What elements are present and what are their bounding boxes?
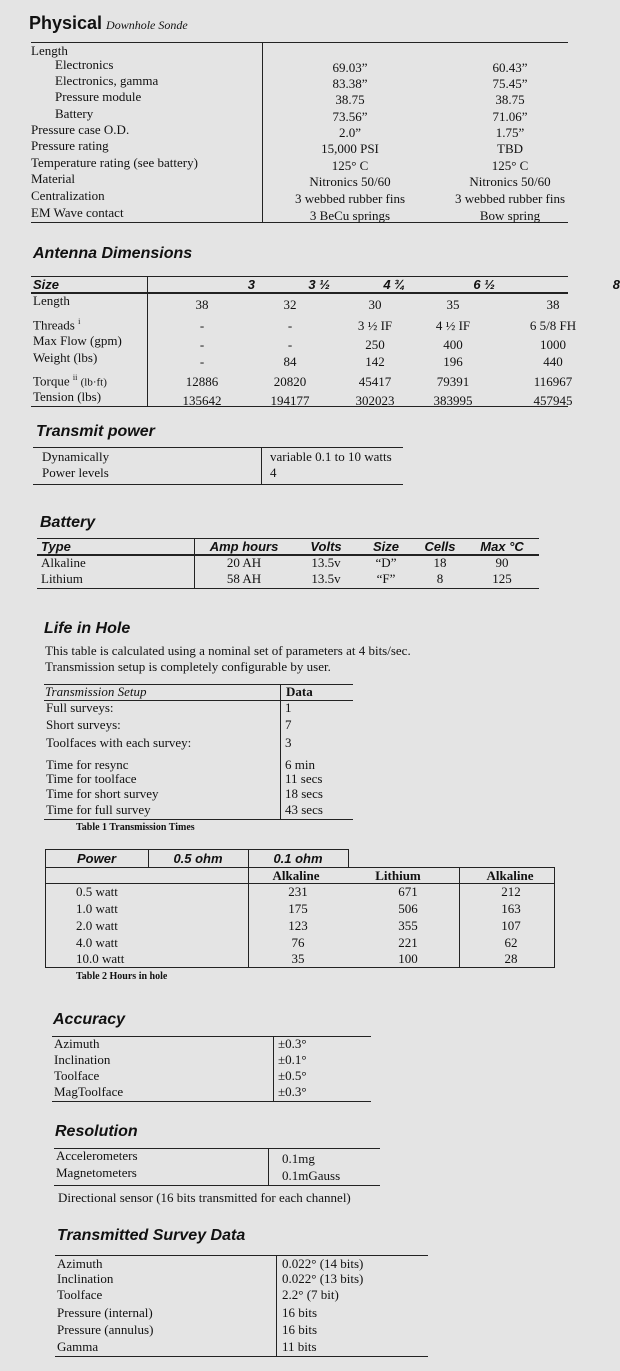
setup-row-label: Full surveys:	[46, 700, 114, 715]
hours-cell: 221	[398, 935, 418, 950]
table1-caption: Table 1 Transmission Times	[76, 822, 195, 833]
transmit-row-value: 4	[270, 465, 277, 480]
antenna-cell: 38	[195, 297, 209, 312]
accuracy-title: Accuracy	[53, 1011, 126, 1028]
transmit-title: Transmit power	[36, 423, 155, 440]
physical-row-value-a: 69.03”	[332, 60, 368, 75]
power-row-label: 0.5 watt	[76, 884, 118, 899]
hours-cell: 506	[398, 901, 418, 916]
battery-cell: 58 AH	[226, 571, 262, 586]
physical-row-label: EM Wave contact	[31, 205, 124, 220]
antenna-row-label-text: Torque	[33, 373, 70, 389]
power-row-label: 4.0 watt	[76, 935, 118, 950]
survey-row-value: 11 bits	[282, 1339, 317, 1354]
transmit-row-value: variable 0.1 to 10 watts	[270, 449, 392, 464]
antenna-cell: 45417	[358, 374, 392, 389]
life-intro-2: Transmission setup is completely configurable by user.	[45, 659, 331, 674]
physical-row-value-b: TBD	[497, 141, 523, 156]
antenna-cell: 3 ½ IF	[357, 318, 393, 333]
battery-row-type: Alkaline	[41, 555, 86, 570]
physical-subtitle: Downhole Sonde	[106, 18, 188, 32]
transmit-top-rule	[33, 447, 403, 448]
physical-row-label: Electronics	[55, 57, 114, 72]
accuracy-row-value: ±0.3°	[278, 1036, 307, 1051]
resolution-row-label: Accelerometers	[56, 1148, 138, 1163]
hours-cell: 163	[501, 901, 521, 916]
col-header-lithium: Lithium	[375, 868, 421, 883]
antenna-header-size: Size	[33, 277, 60, 292]
setup-row-value: 11 secs	[285, 771, 323, 786]
antenna-cell: 38	[546, 297, 560, 312]
battery-header-type: Type	[41, 539, 71, 554]
ohm01-header: 0.1 ohm	[273, 851, 323, 866]
physical-row-value-a: 125° C	[331, 158, 369, 173]
antenna-cell: 20820	[273, 374, 307, 389]
battery-cell: “F”	[376, 571, 396, 586]
hours-cell: 76	[291, 935, 305, 950]
antenna-cell: -	[199, 337, 205, 352]
physical-row-value-a: 3 BeCu springs	[309, 208, 391, 223]
antenna-row-unit: (lb·ft)	[80, 376, 107, 389]
physical-row-value-a: 83.38”	[332, 76, 368, 91]
physical-divider	[262, 42, 263, 222]
battery-divider	[194, 538, 195, 588]
survey-row-value: 0.022° (14 bits)	[282, 1256, 364, 1271]
power-row-label: 10.0 watt	[76, 951, 125, 966]
antenna-cell: 142	[365, 354, 385, 369]
hours-cell: 355	[398, 918, 418, 933]
survey-title: Transmitted Survey Data	[57, 1227, 246, 1244]
survey-row-value: 2.2° (7 bit)	[282, 1287, 339, 1302]
battery-header-col: Size	[372, 539, 399, 554]
resolution-row-value: 0.1mg	[282, 1151, 315, 1166]
setup-row-value: 18 secs	[285, 786, 323, 801]
antenna-header-rule	[31, 292, 568, 294]
hours-cell: 212	[501, 884, 521, 899]
survey-row-label: Pressure (annulus)	[57, 1322, 154, 1337]
setup-row-value: 43 secs	[285, 802, 323, 817]
antenna-cell: 116967	[533, 374, 573, 389]
antenna-cell: 302023	[355, 393, 395, 408]
antenna-row-footnote-mark: ii	[72, 373, 78, 382]
battery-header-col: Max °C	[480, 539, 524, 554]
accuracy-row-label: MagToolface	[54, 1084, 124, 1099]
antenna-cell: 135642	[182, 393, 222, 408]
hours-cell: 231	[288, 884, 308, 899]
battery-header-col: Amp hours	[209, 539, 279, 554]
physical-row-value-b: 3 webbed rubber fins	[454, 191, 566, 206]
physical-row-value-a: 15,000 PSI	[321, 141, 379, 156]
power-row-label: 2.0 watt	[76, 918, 118, 933]
battery-cell: 18	[433, 555, 447, 570]
accuracy-row-label: Azimuth	[54, 1036, 100, 1051]
battery-cell: 125	[492, 571, 512, 586]
survey-row-label: Toolface	[57, 1287, 103, 1302]
setup-row-label: Short surveys:	[46, 717, 121, 732]
battery-row-type: Lithium	[41, 571, 83, 586]
physical-row-value-b: 60.43”	[492, 60, 528, 75]
physical-row-value-b: 125° C	[491, 158, 529, 173]
physical-row-label: Electronics, gamma	[55, 73, 159, 88]
antenna-row-label	[33, 370, 107, 390]
survey-top-rule	[55, 1255, 428, 1256]
setup-row-value: 6 min	[285, 757, 315, 772]
battery-header-col: Volts	[310, 539, 342, 554]
survey-row-value: 0.022° (13 bits)	[282, 1271, 364, 1286]
physical-row-label: Centralization	[31, 188, 105, 203]
transmit-bottom-rule	[33, 484, 403, 485]
antenna-title: Antenna Dimensions	[33, 245, 193, 262]
antenna-row-label-text: Weight (lbs)	[33, 350, 98, 365]
battery-cell: “D”	[375, 555, 397, 570]
hours-cell: 28	[504, 951, 518, 966]
antenna-cell: 32	[283, 297, 297, 312]
physical-row-value-b: 75.45”	[492, 76, 528, 91]
antenna-row-label	[33, 389, 101, 404]
hours-cell: 175	[288, 901, 308, 916]
antenna-header-col: 8	[612, 277, 620, 292]
setup-row-label: Toolfaces with each survey:	[46, 735, 192, 750]
resolution-row-value: 0.1mGauss	[282, 1168, 341, 1183]
antenna-cell: 12886	[185, 374, 219, 389]
antenna-row-footnote-mark: i	[78, 317, 81, 326]
survey-bottom-rule	[55, 1356, 428, 1357]
physical-top-rule	[31, 42, 568, 43]
physical-row-label: Length	[31, 43, 68, 58]
physical-row-value-a: 38.75	[335, 92, 365, 107]
antenna-cell: -	[287, 318, 293, 333]
physical-row-value-a: 2.0”	[338, 125, 362, 140]
accuracy-divider	[273, 1036, 274, 1101]
survey-divider	[276, 1255, 277, 1356]
antenna-cell: 400	[443, 337, 463, 352]
battery-cell: 20 AH	[226, 555, 262, 570]
setup-row-value: 3	[285, 735, 292, 750]
table2-caption: Table 2 Hours in hole	[76, 971, 168, 982]
antenna-row-label	[33, 314, 80, 332]
antenna-cell: 84	[283, 354, 297, 369]
accuracy-row-value: ±0.5°	[278, 1068, 307, 1083]
physical-row-value-b: Nitronics 50/60	[469, 174, 551, 189]
antenna-cell: 440	[543, 354, 563, 369]
physical-row-value-a: 73.56”	[332, 109, 368, 124]
transmit-row-label: Dynamically	[42, 449, 110, 464]
battery-cell: 13.5v	[311, 571, 341, 586]
hours-cell: 671	[398, 884, 418, 899]
col-header-alkaline-2: Alkaline	[486, 868, 534, 883]
physical-row-label: Pressure module	[55, 89, 142, 104]
antenna-cell: 194177	[270, 393, 310, 408]
survey-row-value: 16 bits	[282, 1305, 318, 1320]
antenna-cell: 79391	[436, 374, 470, 389]
hours-cell: 35	[291, 951, 305, 966]
power-row-label: 1.0 watt	[76, 901, 118, 916]
setup-row-value: 1	[285, 700, 292, 715]
hours-cell: 107	[501, 918, 521, 933]
accuracy-row-value: ±0.1°	[278, 1052, 307, 1067]
antenna-row-label	[33, 293, 70, 308]
col-header-alkaline: Alkaline	[272, 868, 320, 883]
antenna-cell: 35	[446, 297, 460, 312]
antenna-row-label-text: Max Flow (gpm)	[33, 333, 122, 348]
physical-row-label: Pressure case O.D.	[31, 122, 130, 137]
physical-row-value-b: 1.75”	[495, 125, 525, 140]
antenna-header-col: 4 ¾	[383, 277, 405, 292]
antenna-divider	[147, 276, 148, 406]
setup-divider	[280, 684, 281, 819]
accuracy-bottom-rule	[52, 1101, 371, 1102]
setup-row-label: Time for full survey	[46, 802, 151, 817]
accuracy-row-label: Inclination	[54, 1052, 111, 1067]
setup-row-value: 7	[285, 717, 292, 732]
antenna-cell: 6 5/8 FH	[529, 318, 577, 333]
antenna-header-col: 3 ½	[308, 277, 330, 292]
antenna-cell: 196	[443, 354, 463, 369]
resolution-divider	[268, 1148, 269, 1185]
hours-cell: 123	[288, 918, 308, 933]
life-title: Life in Hole	[44, 620, 131, 637]
setup-row-label: Time for resync	[46, 757, 129, 772]
life-intro-1: This table is calculated using a nominal set of parameters at 4 bits/sec.	[45, 643, 411, 658]
battery-cell: 13.5v	[311, 555, 341, 570]
antenna-cell: 4 ½ IF	[435, 318, 471, 333]
antenna-cell: 457945	[533, 393, 573, 408]
antenna-row-label-text: Threads	[33, 317, 75, 333]
survey-row-label: Pressure (internal)	[57, 1305, 153, 1320]
resolution-title: Resolution	[55, 1123, 138, 1140]
antenna-row-label-text: Length	[33, 293, 70, 308]
antenna-cell: -	[199, 318, 205, 333]
accuracy-row-value: ±0.3°	[278, 1084, 307, 1099]
physical-row-label: Material	[31, 171, 76, 186]
physical-row-value-b: 38.75	[495, 92, 525, 107]
data-header: Data	[286, 684, 313, 699]
survey-row-value: 16 bits	[282, 1322, 318, 1337]
physical-row-label: Temperature rating (see battery)	[31, 155, 198, 170]
ohm05-header: 0.5 ohm	[173, 851, 223, 866]
setup-header: Transmission Setup	[45, 684, 147, 699]
physical-row-label: Battery	[55, 106, 94, 121]
power-header: Power	[76, 851, 116, 866]
antenna-header-col: 3	[247, 277, 255, 292]
physical-row-value-a: 3 webbed rubber fins	[294, 191, 406, 206]
setup-row-label: Time for toolface	[46, 771, 137, 786]
resolution-row-label: Magnetometers	[56, 1165, 137, 1180]
resolution-bottom-rule	[54, 1185, 380, 1186]
physical-row-value-b: Bow spring	[479, 208, 541, 223]
transmit-divider	[261, 447, 262, 484]
battery-header-col: Cells	[424, 539, 456, 554]
hours-cell: 100	[398, 951, 418, 966]
battery-title: Battery	[40, 514, 96, 531]
physical-row-value-b: 71.06”	[492, 109, 528, 124]
physical-title	[29, 13, 188, 34]
physical-title-text: Physical	[29, 13, 103, 33]
accuracy-row-label: Toolface	[54, 1068, 100, 1083]
antenna-row-label	[33, 350, 97, 365]
battery-cell: 90	[495, 555, 509, 570]
antenna-cell: -	[199, 354, 205, 369]
resolution-note: Directional sensor (16 bits transmitted for each channel)	[58, 1190, 351, 1205]
transmit-row-label: Power levels	[42, 465, 109, 480]
antenna-row-label	[33, 333, 122, 348]
antenna-cell: 383995	[433, 393, 473, 408]
physical-row-label: Pressure rating	[31, 138, 109, 153]
battery-bottom-rule	[37, 588, 539, 589]
survey-row-label: Inclination	[57, 1271, 114, 1286]
setup-row-label: Time for short survey	[46, 786, 159, 801]
physical-row-value-a: Nitronics 50/60	[309, 174, 391, 189]
antenna-header-col: 6 ½	[473, 277, 495, 292]
antenna-row-label-text: Tension (lbs)	[33, 389, 102, 404]
survey-row-label: Azimuth	[57, 1256, 103, 1271]
hours-cell: 62	[504, 935, 518, 950]
antenna-cell: 1000	[540, 337, 566, 352]
battery-cell: 8	[436, 571, 444, 586]
antenna-cell: 30	[368, 297, 382, 312]
survey-row-label: Gamma	[57, 1339, 99, 1354]
antenna-cell: -	[287, 337, 293, 352]
antenna-cell: 250	[365, 337, 385, 352]
